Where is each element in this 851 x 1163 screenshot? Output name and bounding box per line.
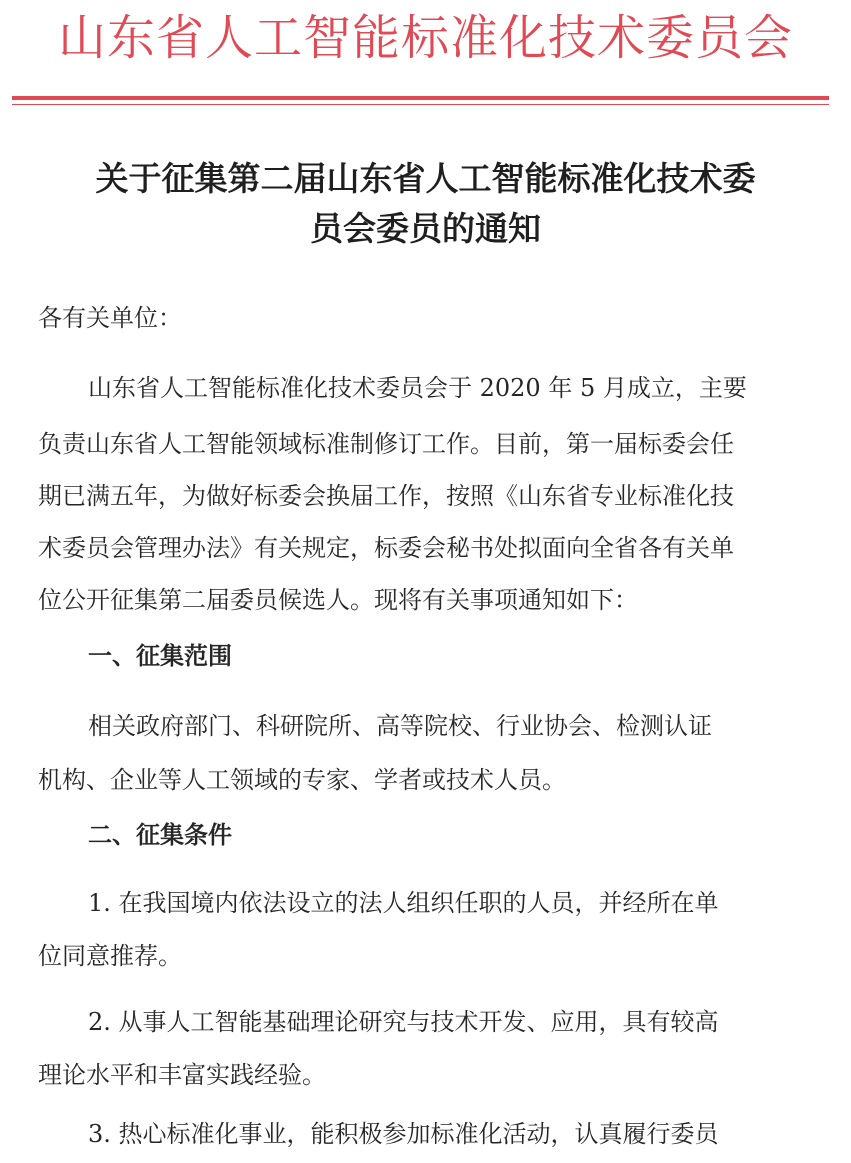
condition-line: 2. 从事人工智能基础理论研究与技术开发、应用，具有较高 — [88, 1008, 719, 1036]
intro-line: 位公开征集第二届委员候选人。现将有关事项通知如下： — [38, 586, 638, 614]
intro-line: 负责山东省人工智能领域标准制修订工作。目前，第一届标委会任 — [38, 430, 734, 458]
intro-line: 山东省人工智能标准化技术委员会于 2020 年 5 月成立，主要 — [88, 374, 747, 402]
condition-line: 理论水平和丰富实践经验。 — [38, 1061, 326, 1089]
section-1-line: 机构、企业等人工领域的专家、学者或技术人员。 — [38, 766, 566, 794]
title-line-1: 关于征集第二届山东省人工智能标准化技术委 — [95, 159, 756, 198]
intro-line: 术委员会管理办法》有关规定，标委会秘书处拟面向全省各有关单 — [38, 534, 734, 562]
salutation: 各有关单位： — [38, 304, 182, 332]
letterhead-rule-thick — [12, 96, 829, 100]
letterhead-org-name: 山东省人工智能标准化技术委员会 — [57, 10, 793, 66]
condition-line: 3. 热心标准化事业，能积极参加标准化活动，认真履行委员 — [88, 1120, 719, 1148]
condition-line: 位同意推荐。 — [38, 942, 182, 970]
title-line-2: 员会委员的通知 — [310, 209, 541, 248]
intro-line: 期已满五年，为做好标委会换届工作，按照《山东省专业标准化技 — [38, 482, 734, 510]
letterhead-rule-thin — [12, 104, 829, 105]
section-1-line: 相关政府部门、科研院所、高等院校、行业协会、检测认证 — [88, 712, 712, 740]
condition-line: 1. 在我国境内依法设立的法人组织任职的人员，并经所在单 — [88, 889, 719, 917]
section-2-heading: 二、征集条件 — [88, 821, 232, 849]
section-1-heading: 一、征集范围 — [88, 642, 232, 670]
